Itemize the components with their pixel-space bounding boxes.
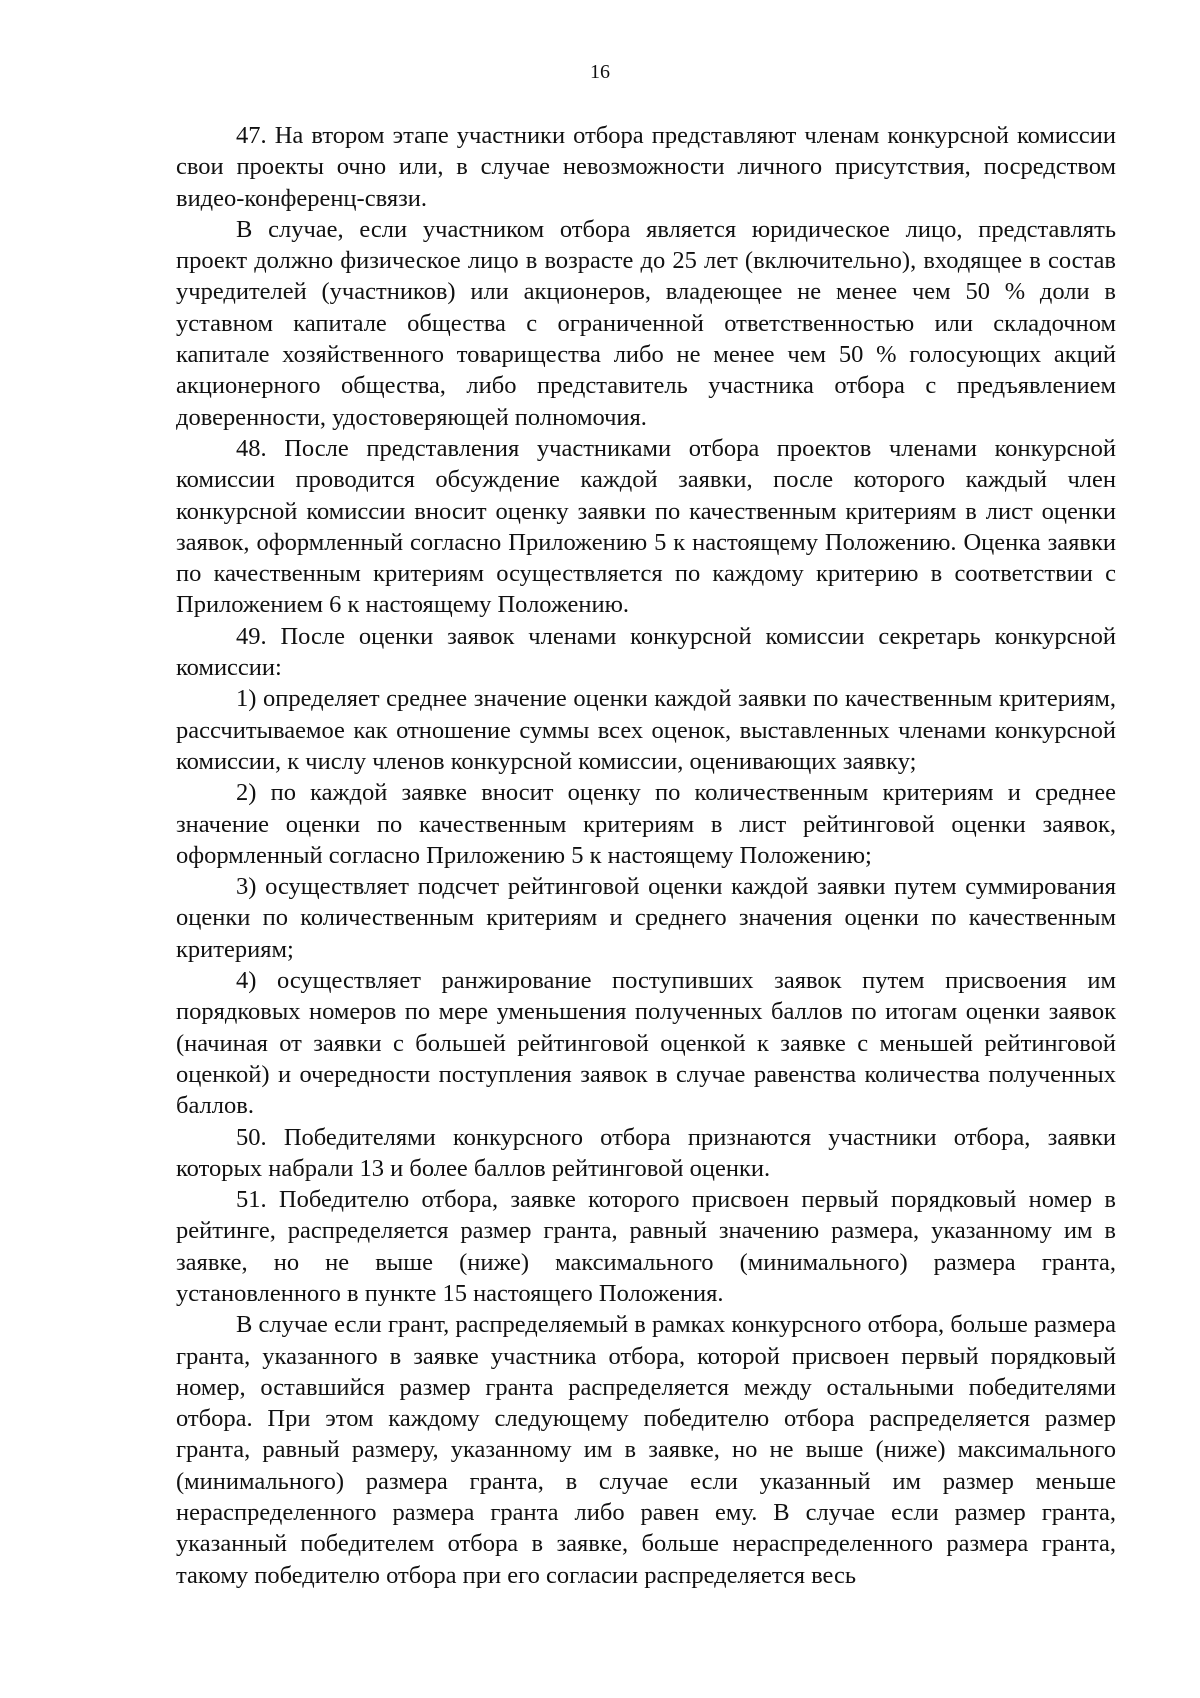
- list-item-3: 3) осуществляет подсчет рейтинговой оценки каждой заявки путем суммирования оценки по количественным критериям и среднего значения оценки по качественным критериям;: [176, 873, 1116, 963]
- list-item-1: 1) определяет среднее значение оценки каждой заявки по качественным критериям, рассчитываемое как отношение суммы всех оценок, выставленных членами конкурсной комиссии, к числу членов конкурсной комиссии, оценивающих заявку;: [176, 685, 1116, 775]
- paragraph-49: 49. После оценки заявок членами конкурсной комиссии секретарь конкурсной комиссии:: [176, 622, 1116, 682]
- paragraph-47: 47. На втором этапе участники отбора представляют членам конкурсной комиссии свои проекты очно или, в случае невозможности личного присутствия, посредством видео-конференц-связи.: [176, 122, 1116, 212]
- paragraph-grant-distribution: В случае если грант, распределяемый в рамках конкурсного отбора, больше размера гранта, указанного в заявке участника отбора, которой присвоен первый порядковый номер, оставшийся размер гранта распределяется между остальными победителями отбора. При этом каждому следующему победителю отбора распределяется размер гранта, равный размеру, указанному им в заявке, но не выше (ниже) максимального (минимального) размера гранта, в случае если указанный им размер меньше нераспределенного размера гранта либо равен ему. В случае если размер гранта, указанный победителем отбора в заявке, больше нераспределенного размера гранта, такому победителю отбора при его согласии распределяется весь: [176, 1311, 1116, 1589]
- document-body: [176, 120, 1116, 1591]
- paragraph-legal-entity: В случае, если участником отбора является юридическое лицо, представлять проект должно физическое лицо в возрасте до 25 лет (включительно), входящее в состав учредителей (участников) или акционеров, владеющее не менее чем 50 % доли в уставном капитале общества с ограниченной ответственностью или складочном капитале хозяйственного товарищества либо не менее чем 50 % голосующих акций акционерного общества, либо представитель участника отбора с предъявлением доверенности, удостоверяющей полномочия.: [176, 215, 1116, 431]
- paragraph-48: 48. После представления участниками отбора проектов членами конкурсной комиссии проводится обсуждение каждой заявки, после которого каждый член конкурсной комиссии вносит оценку заявки по качественным критериям в лист оценки заявок, оформленный согласно Приложению 5 к настоящему Положению. Оценка заявки по качественным критериям осуществляется по каждому критерию в соответствии с Приложением 6 к настоящему Положению.: [176, 434, 1116, 619]
- paragraph-51: 51. Победителю отбора, заявке которого присвоен первый порядковый номер в рейтинге, распределяется размер гранта, равный значению размера, указанному им в заявке, но не выше (ниже) максимального (минимального) размера гранта, установленного в пункте 15 настоящего Положения.: [176, 1186, 1116, 1307]
- paragraph-50: 50. Победителями конкурсного отбора признаются участники отбора, заявки которых набрали 13 и более баллов рейтинговой оценки.: [176, 1123, 1116, 1182]
- list-item-4: 4) осуществляет ранжирование поступивших заявок путем присвоения им порядковых номеров по мере уменьшения полученных баллов по итогам оценки заявок (начиная от заявки с большей рейтинговой оценкой к заявке с меньшей рейтинговой оценкой) и очередности поступления заявок в случае равенства количества полученных баллов.: [176, 967, 1116, 1120]
- list-item-2: 2) по каждой заявке вносит оценку по количественным критериям и среднее значение оценки по качественным критериям в лист рейтинговой оценки заявок, оформленный согласно Приложению 5 к настоящему Положению;: [176, 779, 1116, 869]
- page-number: 16: [590, 61, 610, 83]
